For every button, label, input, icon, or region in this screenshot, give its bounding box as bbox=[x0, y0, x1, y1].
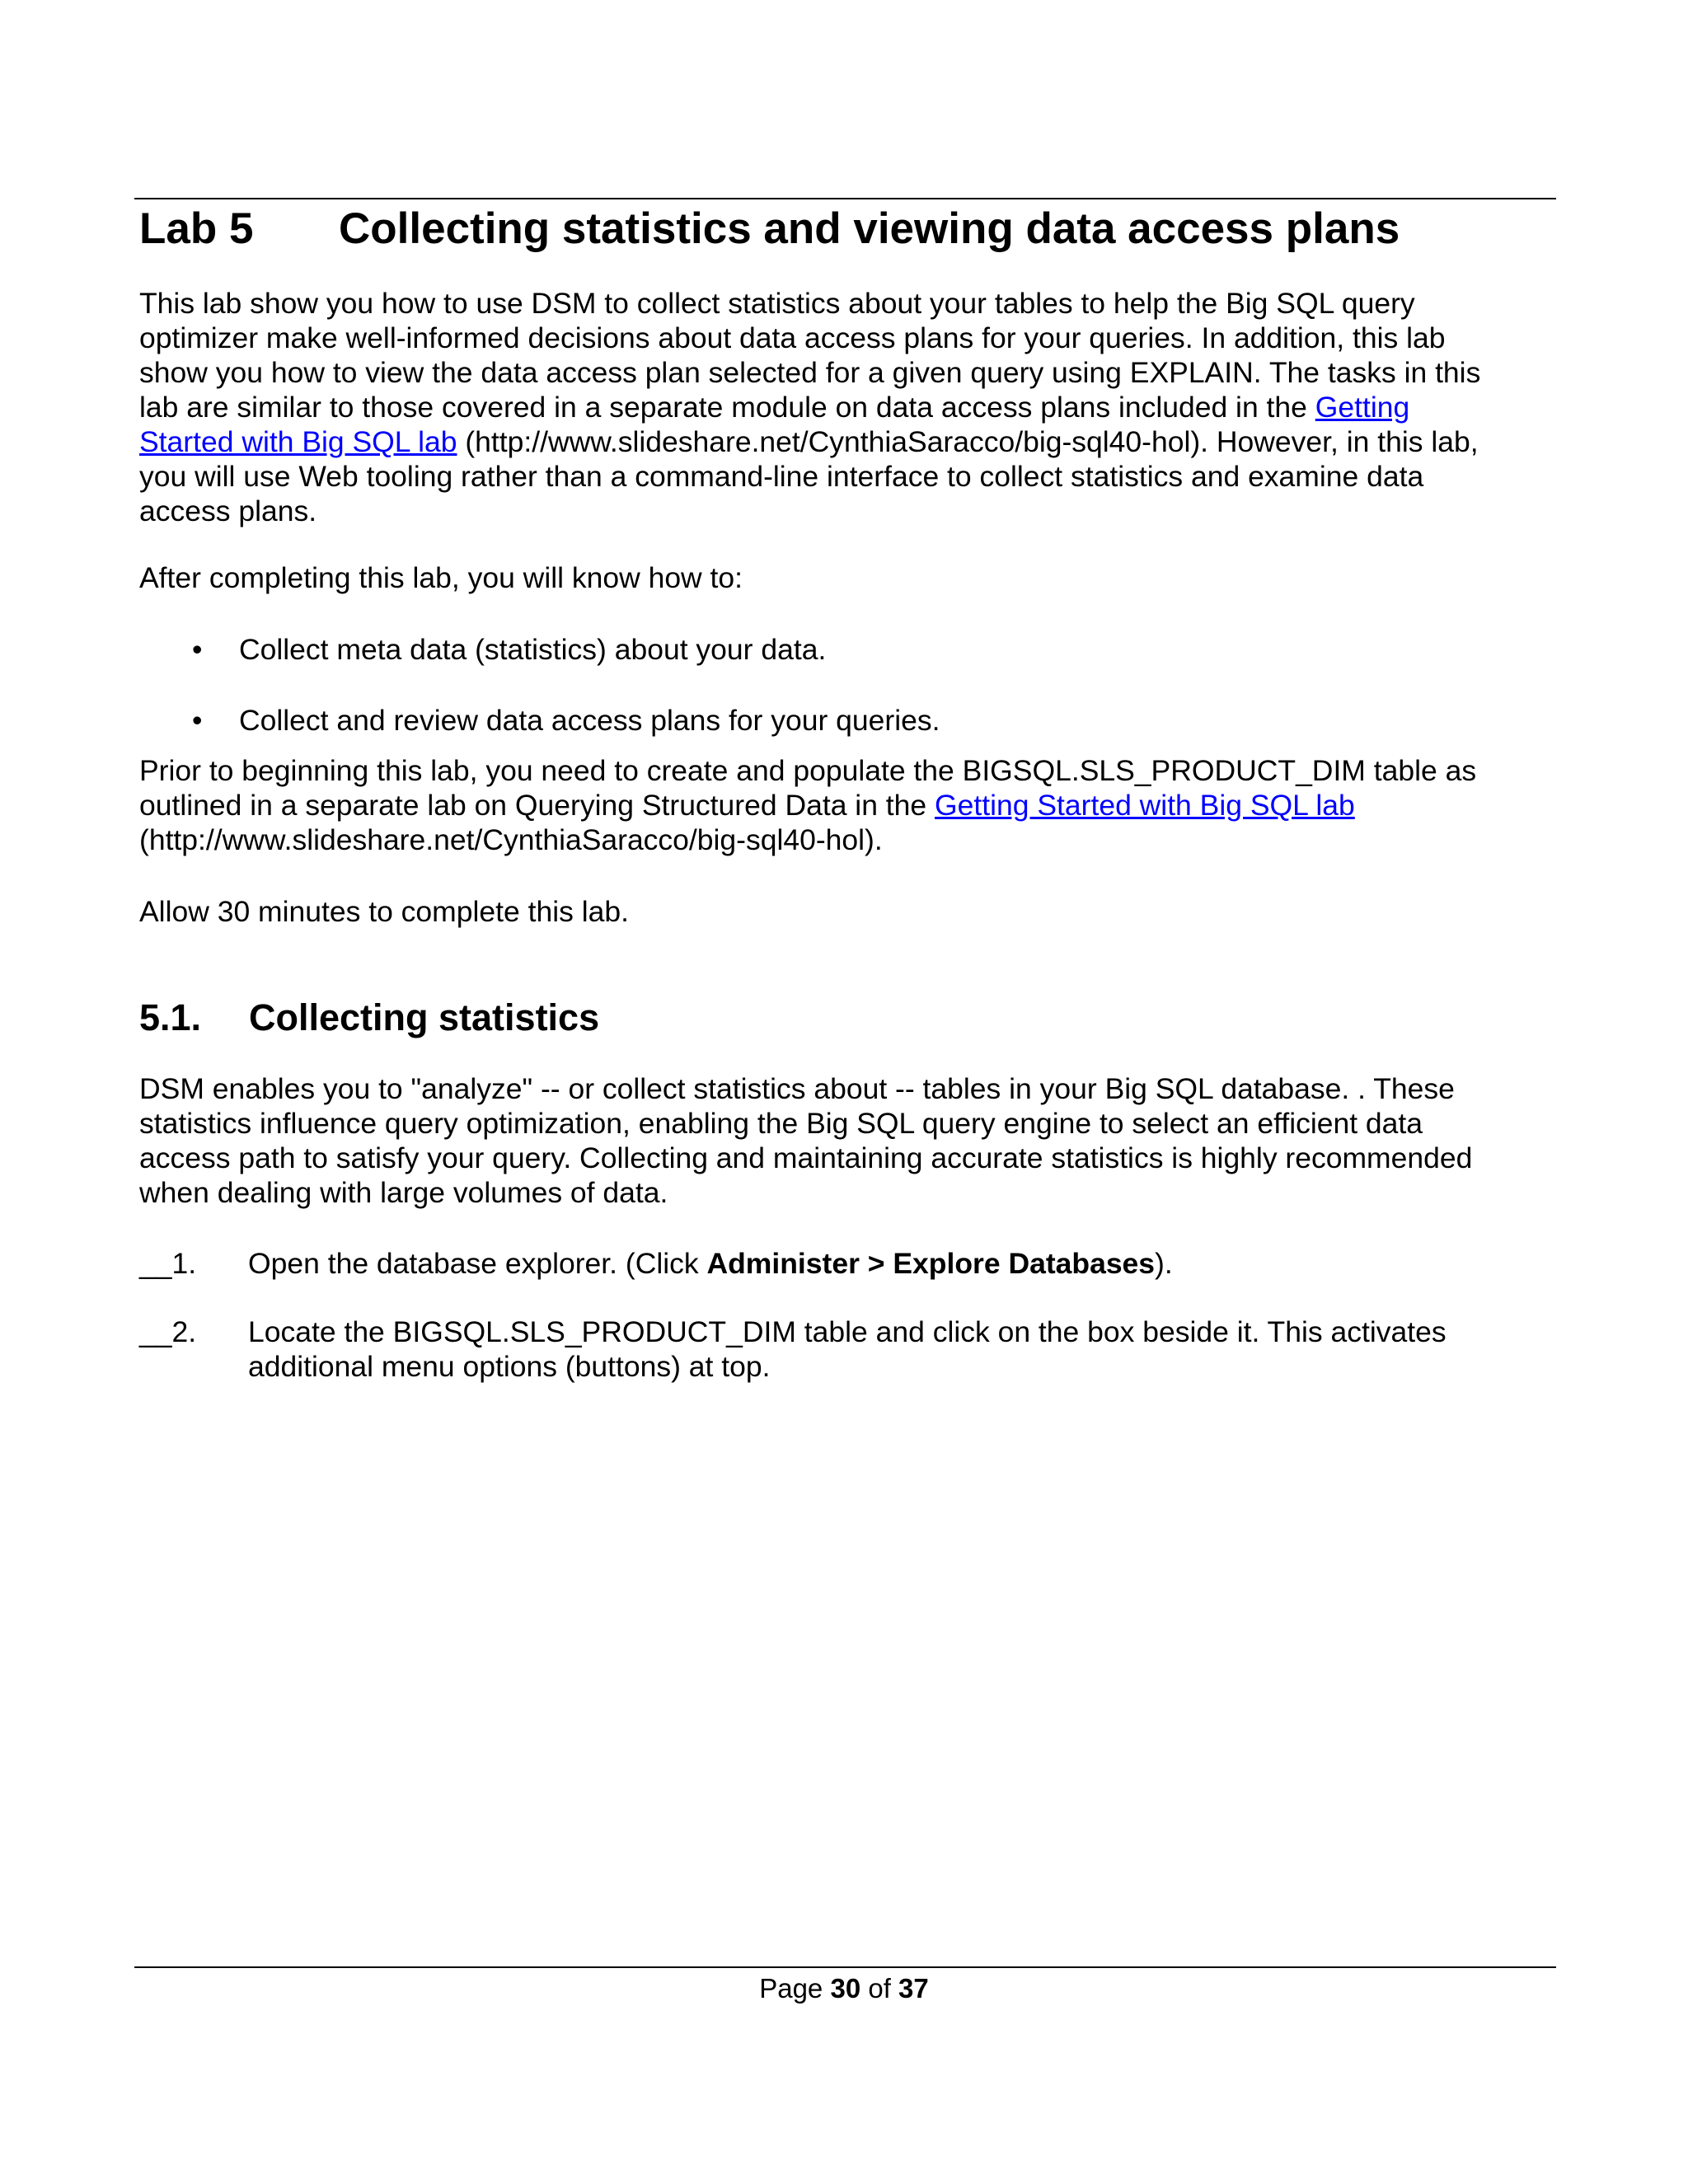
step-text: Open the database explorer. (Click Administer > Explore Databases). bbox=[248, 1247, 1173, 1280]
objectives-lead: After completing this lab, you will know how to: bbox=[139, 561, 743, 594]
section-line: when dealing with large volumes of data. bbox=[139, 1176, 668, 1209]
section-line: access path to satisfy your query. Collecting and maintaining accurate statistics is highly recommended bbox=[139, 1141, 1473, 1174]
step-menu-path: Administer > Explore Databases bbox=[706, 1247, 1156, 1280]
intro-line: This lab show you how to use DSM to collect statistics about your tables to help the Big SQL query bbox=[139, 287, 1415, 320]
allow-time: Allow 30 minutes to complete this lab. bbox=[139, 895, 629, 928]
page-total: 37 bbox=[898, 1973, 929, 2004]
lab-title: Collecting statistics and viewing data access plans bbox=[339, 204, 1400, 253]
step-marker: __2. bbox=[139, 1315, 197, 1348]
page-footer: Page 30 of 37 bbox=[759, 1973, 929, 2004]
lab-number: Lab 5 bbox=[139, 204, 254, 253]
section-heading bbox=[139, 994, 599, 1042]
prereq-line: (http://www.slideshare.net/CynthiaSaracco/big-sql40-hol). bbox=[139, 823, 883, 856]
intro-line: you will use Web tooling rather than a command-line interface to collect statistics and examine data bbox=[139, 460, 1424, 493]
intro-line: optimizer make well-informed decisions about data access plans for your queries. In addition, this lab bbox=[139, 321, 1446, 354]
getting-started-link-cont[interactable]: Started with Big SQL lab bbox=[139, 425, 457, 458]
header-rule bbox=[134, 198, 1556, 199]
prereq-line: Prior to beginning this lab, you need to create and populate the BIGSQL.SLS_PRODUCT_DIM table as bbox=[139, 754, 1477, 787]
step-text: Locate the BIGSQL.SLS_PRODUCT_DIM table and click on the box beside it. This activates additional menu options (buttons) at top. bbox=[248, 1315, 1447, 1383]
getting-started-link[interactable]: Getting bbox=[1315, 391, 1410, 424]
intro-paragraph bbox=[139, 286, 1561, 528]
page-number: 30 bbox=[830, 1973, 861, 2004]
intro-line: access plans. bbox=[139, 494, 317, 527]
prereq-line: outlined in a separate lab on Querying Structured Data in the Getting Started with Big SQL lab bbox=[139, 789, 1355, 822]
lab-heading bbox=[139, 201, 1400, 257]
getting-started-link-2[interactable]: Getting Started with Big SQL lab bbox=[935, 789, 1355, 822]
intro-line: lab are similar to those covered in a separate module on data access plans included in the Getting bbox=[139, 391, 1410, 424]
section-line: DSM enables you to "analyze" -- or collect statistics about -- tables in your Big SQL database. . These bbox=[139, 1072, 1455, 1105]
bullet-icon: • bbox=[192, 633, 203, 666]
section-number: 5.1. bbox=[139, 996, 202, 1038]
section-paragraph bbox=[139, 1071, 1561, 1210]
prereq-paragraph bbox=[139, 753, 1561, 857]
section-title: Collecting statistics bbox=[249, 996, 600, 1038]
objective-item: • Collect meta data (statistics) about your data. bbox=[192, 633, 827, 666]
intro-line: show you how to view the data access plan selected for a given query using EXPLAIN. The tasks in this bbox=[139, 356, 1481, 389]
step-marker: __1. bbox=[139, 1247, 197, 1280]
section-line: statistics influence query optimization, enabling the Big SQL query engine to select an efficient data bbox=[139, 1107, 1423, 1140]
bullet-icon: • bbox=[192, 704, 203, 737]
intro-line: Started with Big SQL lab (http://www.slideshare.net/CynthiaSaracco/big-sql40-hol). However, in this lab, bbox=[139, 425, 1479, 458]
footer-rule bbox=[134, 1966, 1556, 1968]
objective-item: • Collect and review data access plans for your queries. bbox=[192, 704, 940, 737]
